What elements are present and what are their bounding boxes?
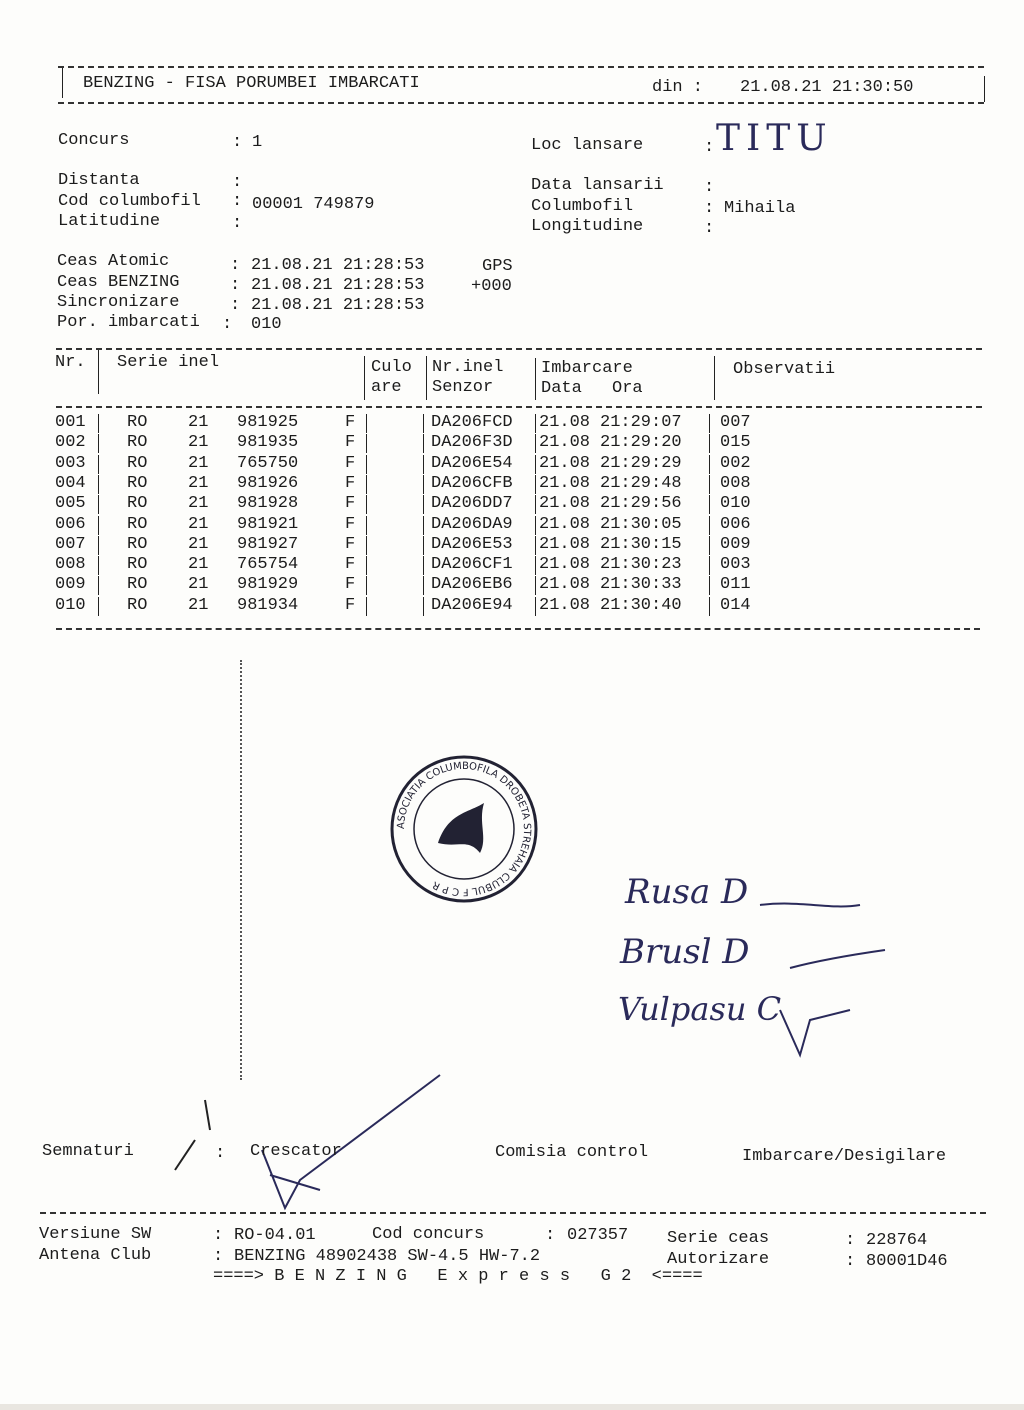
cell-sex: F [345, 555, 356, 575]
svg-text:ASOCIATIA COLUMBOFILA DROBETA: ASOCIATIA COLUMBOFILA DROBETA STREHAIA CLUBUL F C P R [395, 760, 533, 898]
cell-obs: 011 [720, 575, 751, 595]
columbofil-label: Columbofil [531, 197, 634, 216]
cell-sensor: DA206CF1 [431, 555, 513, 575]
cell-country: RO [127, 514, 148, 534]
cell-obs: 014 [720, 595, 751, 615]
distanta-label: Distanta [58, 171, 140, 190]
cell-sex: F [345, 595, 356, 615]
por-imbarcati-value: 010 [251, 315, 282, 334]
cell-nr: 001 [55, 413, 86, 432]
por-imbarcati-label: Por. imbarcati [57, 313, 200, 332]
header-culoare-1: Culo [371, 358, 412, 377]
cell-country: RO [127, 595, 148, 615]
latitudine-label: Latitudine [58, 212, 161, 231]
cell-date: 21.08 [539, 473, 591, 493]
cell-sensor: DA206E54 [431, 453, 513, 473]
cell-ring: 981929 [237, 575, 299, 595]
versiune-colon: : [213, 1226, 224, 1245]
loc-lansare-colon: : [704, 138, 715, 157]
signature-name: Brusl D [620, 932, 750, 972]
header-nr-inel-2: Senzor [432, 378, 494, 397]
antena-label: Antena Club [39, 1246, 152, 1265]
cell-time: 21:29:20 [600, 433, 682, 453]
sincronizare-value: 21.08.21 21:28:53 [251, 296, 425, 315]
cod-concurs-label: Cod concurs [372, 1225, 485, 1244]
cell-time: 21:30:15 [600, 534, 682, 554]
autorizare-value: 80001D46 [866, 1252, 948, 1271]
cell-sex: F [345, 453, 356, 473]
cell-obs: 015 [720, 433, 751, 453]
cod-columbofil-label: Cod columbofil [58, 192, 201, 211]
header-serie-inel: Serie inel [117, 353, 220, 372]
cell-time: 21:30:33 [600, 575, 682, 595]
cell-date: 21.08 [539, 534, 591, 554]
cell-time: 21:30:23 [600, 555, 682, 575]
cell-obs: 002 [720, 453, 751, 473]
cell-nr: 004 [55, 473, 86, 493]
signature-name: Rusa D [625, 872, 749, 912]
cell-time: 21:29:29 [600, 453, 682, 473]
cell-country: RO [127, 433, 148, 453]
cell-time: 21:29:56 [600, 494, 682, 514]
cell-country: RO [127, 534, 148, 554]
cell-obs: 007 [720, 413, 751, 432]
cell-ring: 981921 [237, 514, 299, 534]
cell-year: 21 [188, 473, 209, 493]
cell-date: 21.08 [539, 514, 591, 534]
header-culoare-2: are [371, 378, 402, 397]
cod-columbofil-colon: : [232, 192, 243, 211]
cell-ring: 981928 [237, 494, 299, 514]
cell-date: 21.08 [539, 555, 591, 575]
ceas-atomic-label: Ceas Atomic [57, 252, 170, 271]
loc-lansare-label: Loc lansare [531, 136, 644, 155]
cell-year: 21 [188, 413, 209, 432]
cell-nr: 005 [55, 494, 86, 514]
sincronizare-label: Sincronizare [57, 293, 180, 312]
cell-ring: 981927 [237, 534, 299, 554]
cod-concurs-value: 027357 [567, 1226, 629, 1245]
header-nr: Nr. [55, 353, 86, 372]
autorizare-label: Autorizare [667, 1250, 770, 1269]
ceas-atomic-colon: : [230, 256, 241, 275]
cell-country: RO [127, 494, 148, 514]
cell-country: RO [127, 555, 148, 575]
scan-edge [0, 1404, 1024, 1410]
cell-sex: F [345, 575, 356, 595]
cell-obs: 006 [720, 514, 751, 534]
cell-ring: 765754 [237, 555, 299, 575]
cell-sex: F [345, 473, 356, 493]
imbarcare-desigilare-label: Imbarcare/Desigilare [742, 1147, 947, 1166]
semnaturi-colon: : [215, 1144, 226, 1163]
cell-obs: 003 [720, 555, 751, 575]
cell-sex: F [345, 534, 356, 554]
cell-year: 21 [188, 433, 209, 453]
cell-sex: F [345, 494, 356, 514]
autorizare-colon: : [845, 1252, 856, 1271]
cod-concurs-colon: : [545, 1226, 556, 1245]
cell-date: 21.08 [539, 575, 591, 595]
cell-ring: 981934 [237, 595, 299, 615]
header-nr-inel-1: Nr.inel [432, 358, 504, 377]
cell-year: 21 [188, 555, 209, 575]
din-value: 21.08.21 21:30:50 [740, 78, 914, 97]
din-label: din : [652, 78, 704, 97]
cell-time: 21:29:07 [600, 413, 682, 432]
versiune-label: Versiune SW [39, 1225, 152, 1244]
cell-sensor: DA206CFB [431, 473, 513, 493]
header-observatii: Observatii [733, 360, 836, 379]
concurs-label: Concurs [58, 131, 130, 150]
cell-ring: 765750 [237, 453, 299, 473]
cell-nr: 007 [55, 534, 86, 554]
serie-ceas-value: 228764 [866, 1231, 928, 1250]
comisia-label: Comisia control [495, 1143, 649, 1162]
cod-columbofil-value: 00001 749879 [252, 195, 375, 214]
cell-sensor: DA206DD7 [431, 494, 513, 514]
crescator-label: Crescator [250, 1142, 342, 1161]
cell-country: RO [127, 413, 148, 432]
cell-year: 21 [188, 514, 209, 534]
cell-nr: 010 [55, 595, 86, 615]
cell-sex: F [345, 433, 356, 453]
cell-sex: F [345, 413, 356, 432]
header-ora: Ora [612, 379, 643, 398]
cell-date: 21.08 [539, 413, 591, 432]
semnaturi-label: Semnaturi [42, 1142, 134, 1161]
latitudine-colon: : [232, 214, 243, 233]
cell-sensor: DA206DA9 [431, 514, 513, 534]
data-lansarii-label: Data lansarii [531, 176, 664, 195]
por-imbarcati-colon: : [222, 315, 233, 334]
antena-value: BENZING 48902438 SW-4.5 HW-7.2 [234, 1247, 541, 1266]
cell-time: 21:30:40 [600, 595, 682, 615]
cell-date: 21.08 [539, 494, 591, 514]
cell-year: 21 [188, 494, 209, 514]
cell-time: 21:30:05 [600, 514, 682, 534]
cell-country: RO [127, 473, 148, 493]
versiune-value: RO-04.01 [234, 1226, 316, 1245]
cell-sensor: DA206EB6 [431, 575, 513, 595]
cell-sex: F [345, 514, 356, 534]
ceas-atomic-source: GPS [482, 257, 513, 276]
distanta-colon: : [232, 173, 243, 192]
cell-nr: 002 [55, 433, 86, 453]
cell-obs: 008 [720, 473, 751, 493]
data-lansarii-colon: : [704, 178, 715, 197]
brand-line: ====> B E N Z I N G E x p r e s s G 2 <==== [213, 1267, 703, 1286]
concurs-colon: : [232, 133, 243, 152]
cell-nr: 009 [55, 575, 86, 595]
antena-colon: : [213, 1247, 224, 1266]
signature-name: Vulpasu C [618, 990, 782, 1028]
ceas-benzing-value: 21.08.21 21:28:53 [251, 276, 425, 295]
sincronizare-colon: : [230, 296, 241, 315]
cell-year: 21 [188, 575, 209, 595]
serie-ceas-colon: : [845, 1231, 856, 1250]
document-title: BENZING - FISA PORUMBEI IMBARCATI [83, 74, 420, 93]
loc-lansare-value: TITU [716, 118, 833, 159]
cell-ring: 981935 [237, 433, 299, 453]
ceas-benzing-colon: : [230, 276, 241, 295]
cell-year: 21 [188, 595, 209, 615]
cell-ring: 981925 [237, 413, 299, 432]
cell-ring: 981926 [237, 473, 299, 493]
cell-nr: 003 [55, 453, 86, 473]
cell-nr: 008 [55, 555, 86, 575]
cell-sensor: DA206E94 [431, 595, 513, 615]
cell-country: RO [127, 453, 148, 473]
cell-date: 21.08 [539, 453, 591, 473]
footer-rule [40, 1212, 986, 1214]
concurs-value: 1 [252, 133, 263, 152]
columbofil-colon: : [704, 199, 715, 218]
cell-country: RO [127, 575, 148, 595]
header-imbarcare: Imbarcare [541, 359, 633, 378]
cell-date: 21.08 [539, 433, 591, 453]
columbofil-value: Mihaila [724, 199, 796, 218]
cell-sensor: DA206F3D [431, 433, 513, 453]
cell-sensor: DA206E53 [431, 534, 513, 554]
cell-nr: 006 [55, 514, 86, 534]
cell-year: 21 [188, 534, 209, 554]
cell-obs: 009 [720, 534, 751, 554]
ceas-benzing-offset: +000 [471, 277, 512, 296]
cell-year: 21 [188, 453, 209, 473]
ceas-benzing-label: Ceas BENZING [57, 273, 180, 292]
serie-ceas-label: Serie ceas [667, 1229, 770, 1248]
cell-time: 21:29:48 [600, 473, 682, 493]
cell-obs: 010 [720, 494, 751, 514]
cell-sensor: DA206FCD [431, 413, 513, 432]
longitudine-colon: : [704, 219, 715, 238]
cell-date: 21.08 [539, 595, 591, 615]
ceas-atomic-value: 21.08.21 21:28:53 [251, 256, 425, 275]
header-data: Data [541, 379, 582, 398]
longitudine-label: Longitudine [531, 217, 644, 236]
